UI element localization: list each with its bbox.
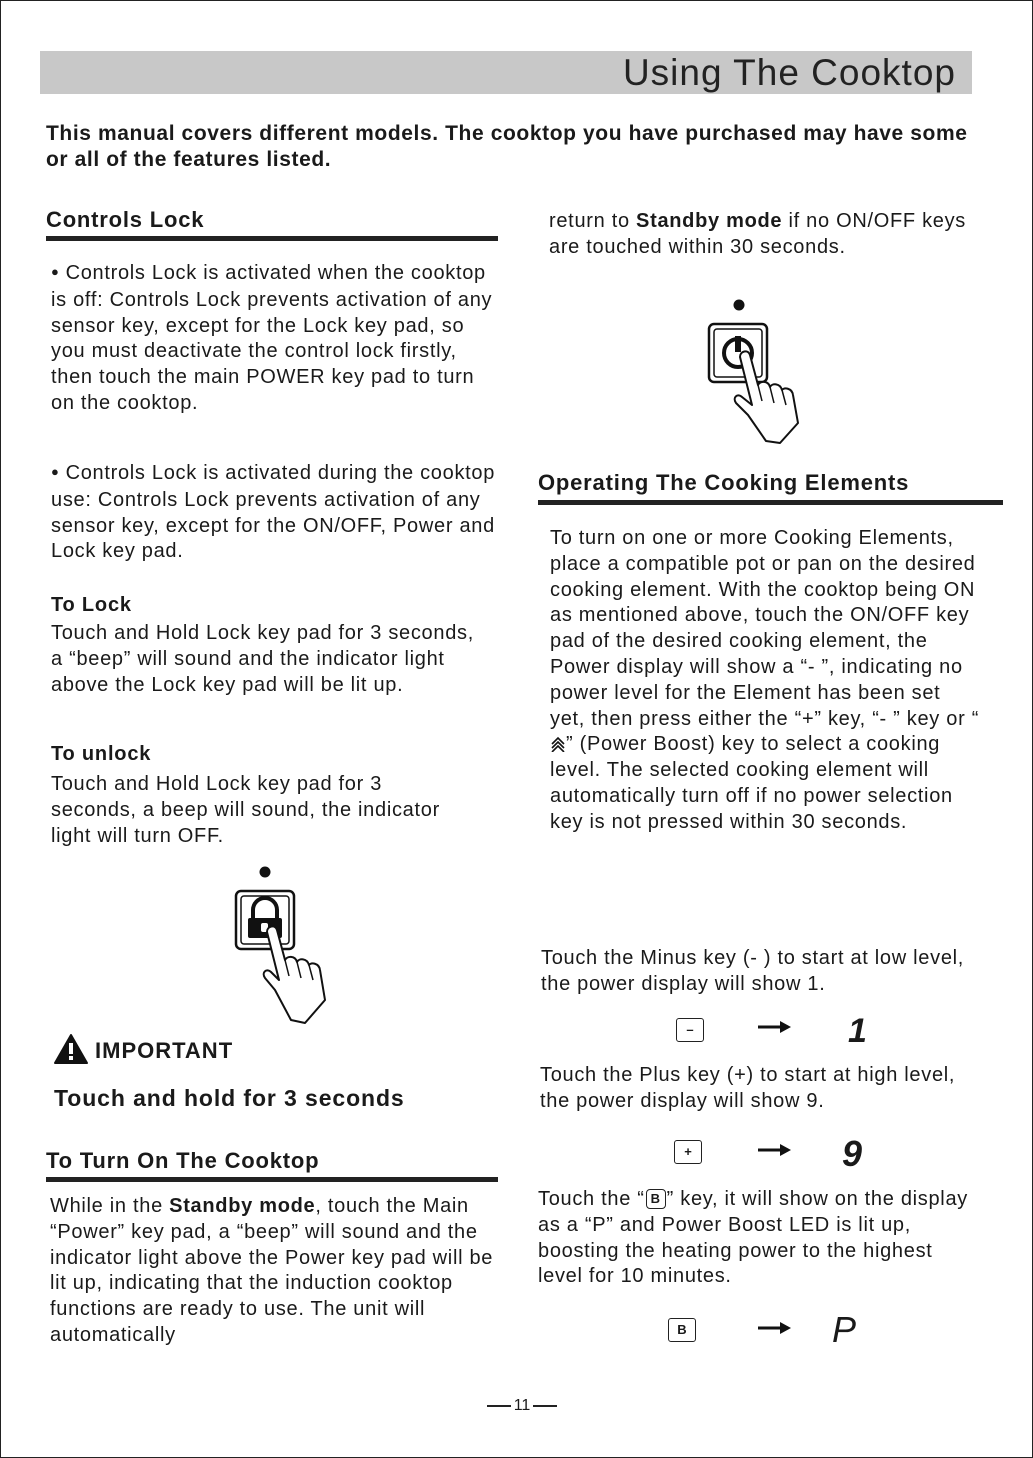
controls-lock-rule bbox=[46, 236, 498, 241]
minus-key: – bbox=[676, 1018, 704, 1042]
to-lock-text: Touch and Hold Lock key pad for 3 seconds, a “beep” will sound and the indicator light above the Lock key pad will be lit up. bbox=[51, 622, 474, 696]
standby-continuation bbox=[549, 209, 989, 261]
operating-text-main: To turn on one or more Cooking Elements, place a compatible pot or pan on the desired cooking element. With the cooktop being ON as mentioned above, touch the ON/OFF key pad of the desired cooking element, the Power display will show a “- ”, indicating no power level for the Element has been set yet, then press either the “+” key, “- ” key or “ bbox=[550, 527, 980, 730]
boost-text-pre: Touch the “ bbox=[538, 1188, 645, 1210]
page-number bbox=[480, 1397, 564, 1415]
turn-on-text-pre: While in the bbox=[50, 1195, 170, 1217]
boost-inline-key: B bbox=[646, 1189, 666, 1209]
operating-text bbox=[550, 526, 980, 836]
controls-lock-bullet-2-text: Controls Lock is activated during the cooktop use: Controls Lock prevents activation of any sensor key, except for the ON/OFF, Power and Lock key pad. bbox=[51, 462, 496, 563]
to-unlock-heading: To unlock bbox=[51, 743, 152, 765]
arrow-right-icon bbox=[758, 1143, 792, 1157]
standby-cont-post: if no ON/OFF keys are touched within 30 seconds. bbox=[549, 210, 966, 258]
boost-key-text bbox=[538, 1187, 978, 1290]
turn-on-rule bbox=[46, 1177, 498, 1182]
turn-on-text-post: , touch the Main “Power” key pad, a “beep” will sound and the indicator light above the Power key pad will be lit up, indicating that the induction cooktop functions are ready to use. The unit will automatically bbox=[50, 1195, 494, 1346]
plus-key: + bbox=[674, 1140, 702, 1164]
turn-on-text-bold: Standby mode bbox=[169, 1195, 316, 1217]
standby-cont-bold: Standby mode bbox=[636, 210, 783, 232]
display-level-9: 9 bbox=[842, 1133, 863, 1174]
operating-rule bbox=[538, 500, 1003, 505]
turn-on-text bbox=[50, 1194, 500, 1349]
page-title: Using The Cooktop bbox=[622, 52, 956, 93]
intro-text: This manual covers different models. The cooktop you have purchased may have some or all of the features listed. bbox=[46, 122, 968, 171]
turn-on-heading: To Turn On The Cooktop bbox=[46, 1148, 320, 1173]
power-key-hand-icon bbox=[700, 293, 820, 453]
power-boost-icon bbox=[550, 736, 566, 752]
operating-text-end: ” (Power Boost) key to select a cooking level. The selected cooking element will automatically turn off if no power selection key is not pressed within 30 seconds. bbox=[550, 733, 953, 833]
warning-icon bbox=[53, 1033, 89, 1065]
boost-key: B bbox=[668, 1318, 696, 1342]
to-unlock-text: Touch and Hold Lock key pad for 3 seconds, a beep will sound, the indicator light will turn OFF. bbox=[51, 773, 440, 847]
page-number-text: 11 bbox=[513, 1397, 531, 1414]
arrow-right-icon bbox=[758, 1321, 792, 1335]
display-boost-p: P bbox=[832, 1309, 857, 1350]
operating-heading: Operating The Cooking Elements bbox=[538, 470, 910, 495]
display-level-1: 1 bbox=[848, 1012, 867, 1050]
controls-lock-heading: Controls Lock bbox=[46, 207, 205, 232]
important-text: Touch and hold for 3 seconds bbox=[54, 1085, 405, 1111]
to-lock-heading: To Lock bbox=[51, 594, 132, 616]
arrow-right-icon bbox=[758, 1020, 792, 1034]
controls-lock-bullet-2 bbox=[51, 461, 496, 565]
plus-key-text: Touch the Plus key (+) to start at high level, the power display will show 9. bbox=[540, 1064, 956, 1112]
controls-lock-bullet-1 bbox=[51, 261, 496, 417]
lock-key-hand-icon bbox=[225, 860, 345, 1030]
important-label: IMPORTANT bbox=[95, 1038, 234, 1063]
standby-cont-pre: return to bbox=[549, 210, 637, 232]
boost-text-post: ” key, it will show on the display as a “P” and Power Boost LED is lit up, boosting the heating power to the highest level for 10 minutes. bbox=[538, 1188, 968, 1288]
minus-key-text: Touch the Minus key (- ) to start at low level, the power display will show 1. bbox=[541, 947, 965, 995]
controls-lock-bullet-1-text: Controls Lock is activated when the cooktop is off: Controls Lock prevents activation of any sensor key, except for the Lock key pad, so you must deactivate the control lock firstly, then touch the main POWER key pad to turn on the cooktop. bbox=[51, 262, 493, 414]
page-header-bar bbox=[40, 51, 972, 94]
